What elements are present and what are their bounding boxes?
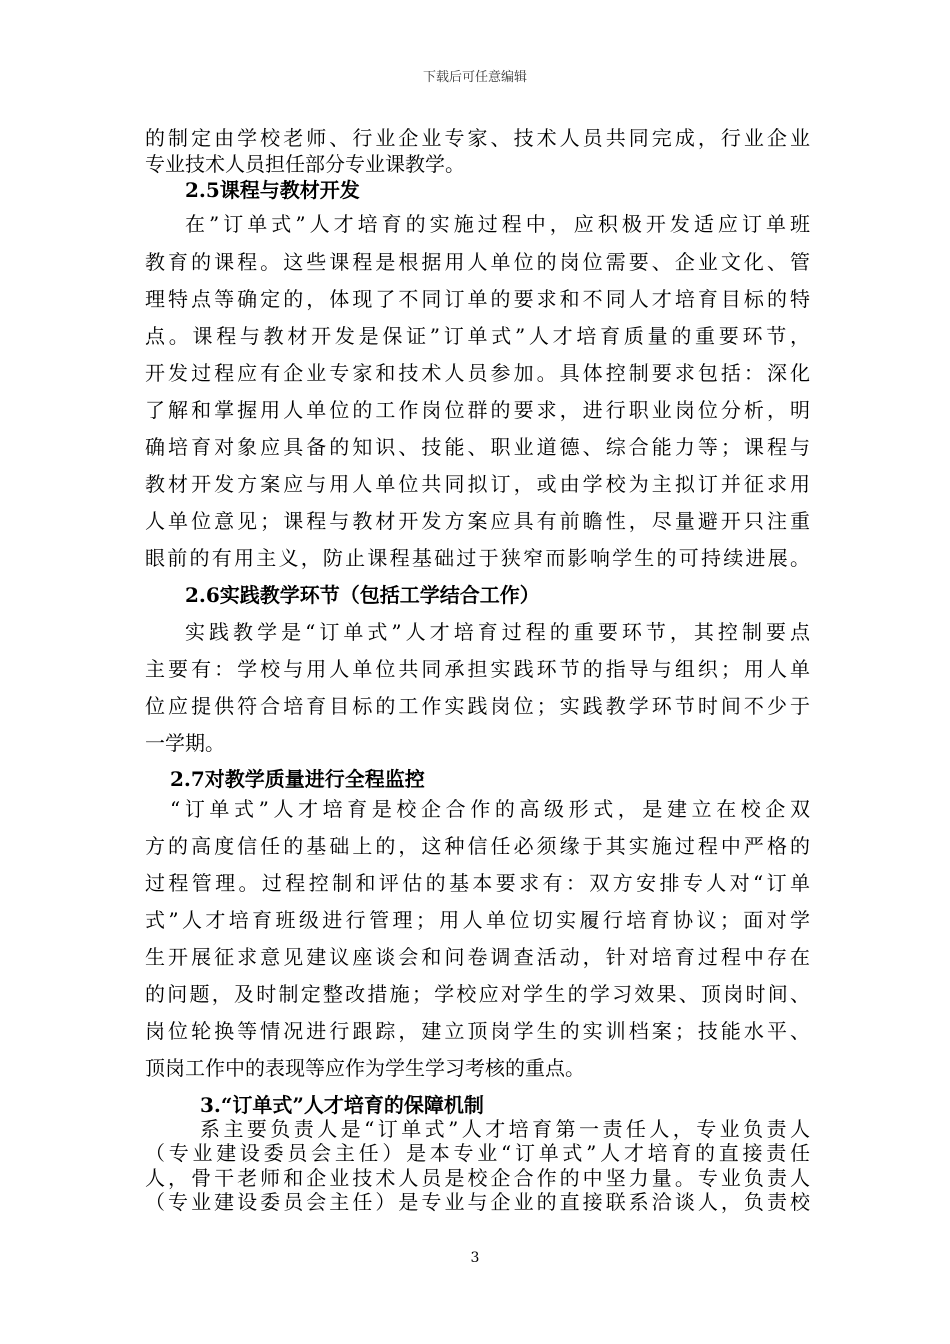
paragraph-line: 在”订单式”人才培育的实施过程中，应积极开发适应订单班 (185, 212, 810, 236)
paragraph-line: 教育的课程。这些课程是根据用人单位的岗位需要、企业文化、管 (145, 250, 810, 274)
section-heading-2-7: 2.7对教学质量进行全程监控 (170, 767, 425, 791)
section-heading-3: 3.“订单式”人才培育的保障机制 (200, 1093, 484, 1117)
paragraph-line: 岗位轮换等情况进行跟踪，建立顶岗学生的实训档案；技能水平、 (145, 1019, 810, 1043)
paragraph-line: 的问题，及时制定整改措施；学校应对学生的学习效果、顶岗时间、 (145, 982, 810, 1006)
paragraph-line: 的制定由学校老师、行业企业专家、技术人员共同完成，行业企业 (145, 126, 810, 150)
paragraph-line: 理特点等确定的，体现了不同订单的要求和不同人才培育目标的特 (145, 287, 810, 311)
paragraph-line: 教材开发方案应与用人单位共同拟订，或由学校为主拟订并征求用 (145, 472, 810, 496)
paragraph-line: 过程管理。过程控制和评估的基本要求有：双方安排专人对“订单 (145, 871, 810, 895)
paragraph-line: “订单式”人才培育是校企合作的高级形式，是建立在校企双 (170, 797, 810, 821)
paragraph-line: 顶岗工作中的表现等应作为学生学习考核的重点。 (145, 1056, 585, 1080)
paragraph-line: 专业技术人员担任部分专业课教学。 (145, 152, 465, 176)
paragraph-line: 点。课程与教材开发是保证”订单式”人才培育质量的重要环节， (145, 324, 810, 348)
paragraph-line: 一学期。 (145, 731, 225, 755)
paragraph-line: 实践教学是“订单式”人才培育过程的重要环节，其控制要点 (185, 620, 810, 644)
paragraph-line: 主要有：学校与用人单位共同承担实践环节的指导与组织；用人单 (145, 657, 810, 681)
paragraph-line: 系主要负责人是“订单式”人才培育第一责任人，专业负责人 (200, 1117, 810, 1141)
paragraph-line: 了解和掌握用人单位的工作岗位群的要求，进行职业岗位分析，明 (145, 398, 810, 422)
page-number: 3 (470, 1250, 480, 1266)
section-heading-2-6: 2.6实践教学环节（包括工学结合工作） (185, 583, 540, 607)
paragraph-line: 人，骨干老师和企业技术人员是校企合作的中坚力量。专业负责人 (145, 1166, 810, 1190)
paragraph-line: 式”人才培育班级进行管理；用人单位切实履行培育协议；面对学 (145, 908, 810, 932)
paragraph-line: 开发过程应有企业专家和技术人员参加。具体控制要求包括：深化 (145, 361, 810, 385)
paragraph-line: 生开展征求意见建议座谈会和问卷调查活动，针对培育过程中存在 (145, 945, 810, 969)
header-note: 下载后可任意编辑 (422, 70, 527, 85)
section-heading-2-5: 2.5课程与教材开发 (185, 178, 360, 202)
paragraph-line: 确培育对象应具备的知识、技能、职业道德、综合能力等；课程与 (145, 435, 810, 459)
paragraph-line: （专业建设委员会主任）是专业与企业的直接联系洽谈人，负责校 (145, 1190, 810, 1214)
paragraph-line: （专业建设委员会主任）是本专业“订单式”人才培育的直接责任 (145, 1141, 810, 1165)
paragraph-line: 方的高度信任的基础上的，这种信任必须缘于其实施过程中严格的 (145, 834, 810, 858)
paragraph-line: 眼前的有用主义，防止课程基础过于狭窄而影响学生的可持续进展。 (145, 546, 810, 570)
paragraph-line: 位应提供符合培育目标的工作实践岗位；实践教学环节时间不少于 (145, 694, 810, 718)
paragraph-line: 人单位意见；课程与教材开发方案应具有前瞻性，尽量避开只注重 (145, 509, 810, 533)
